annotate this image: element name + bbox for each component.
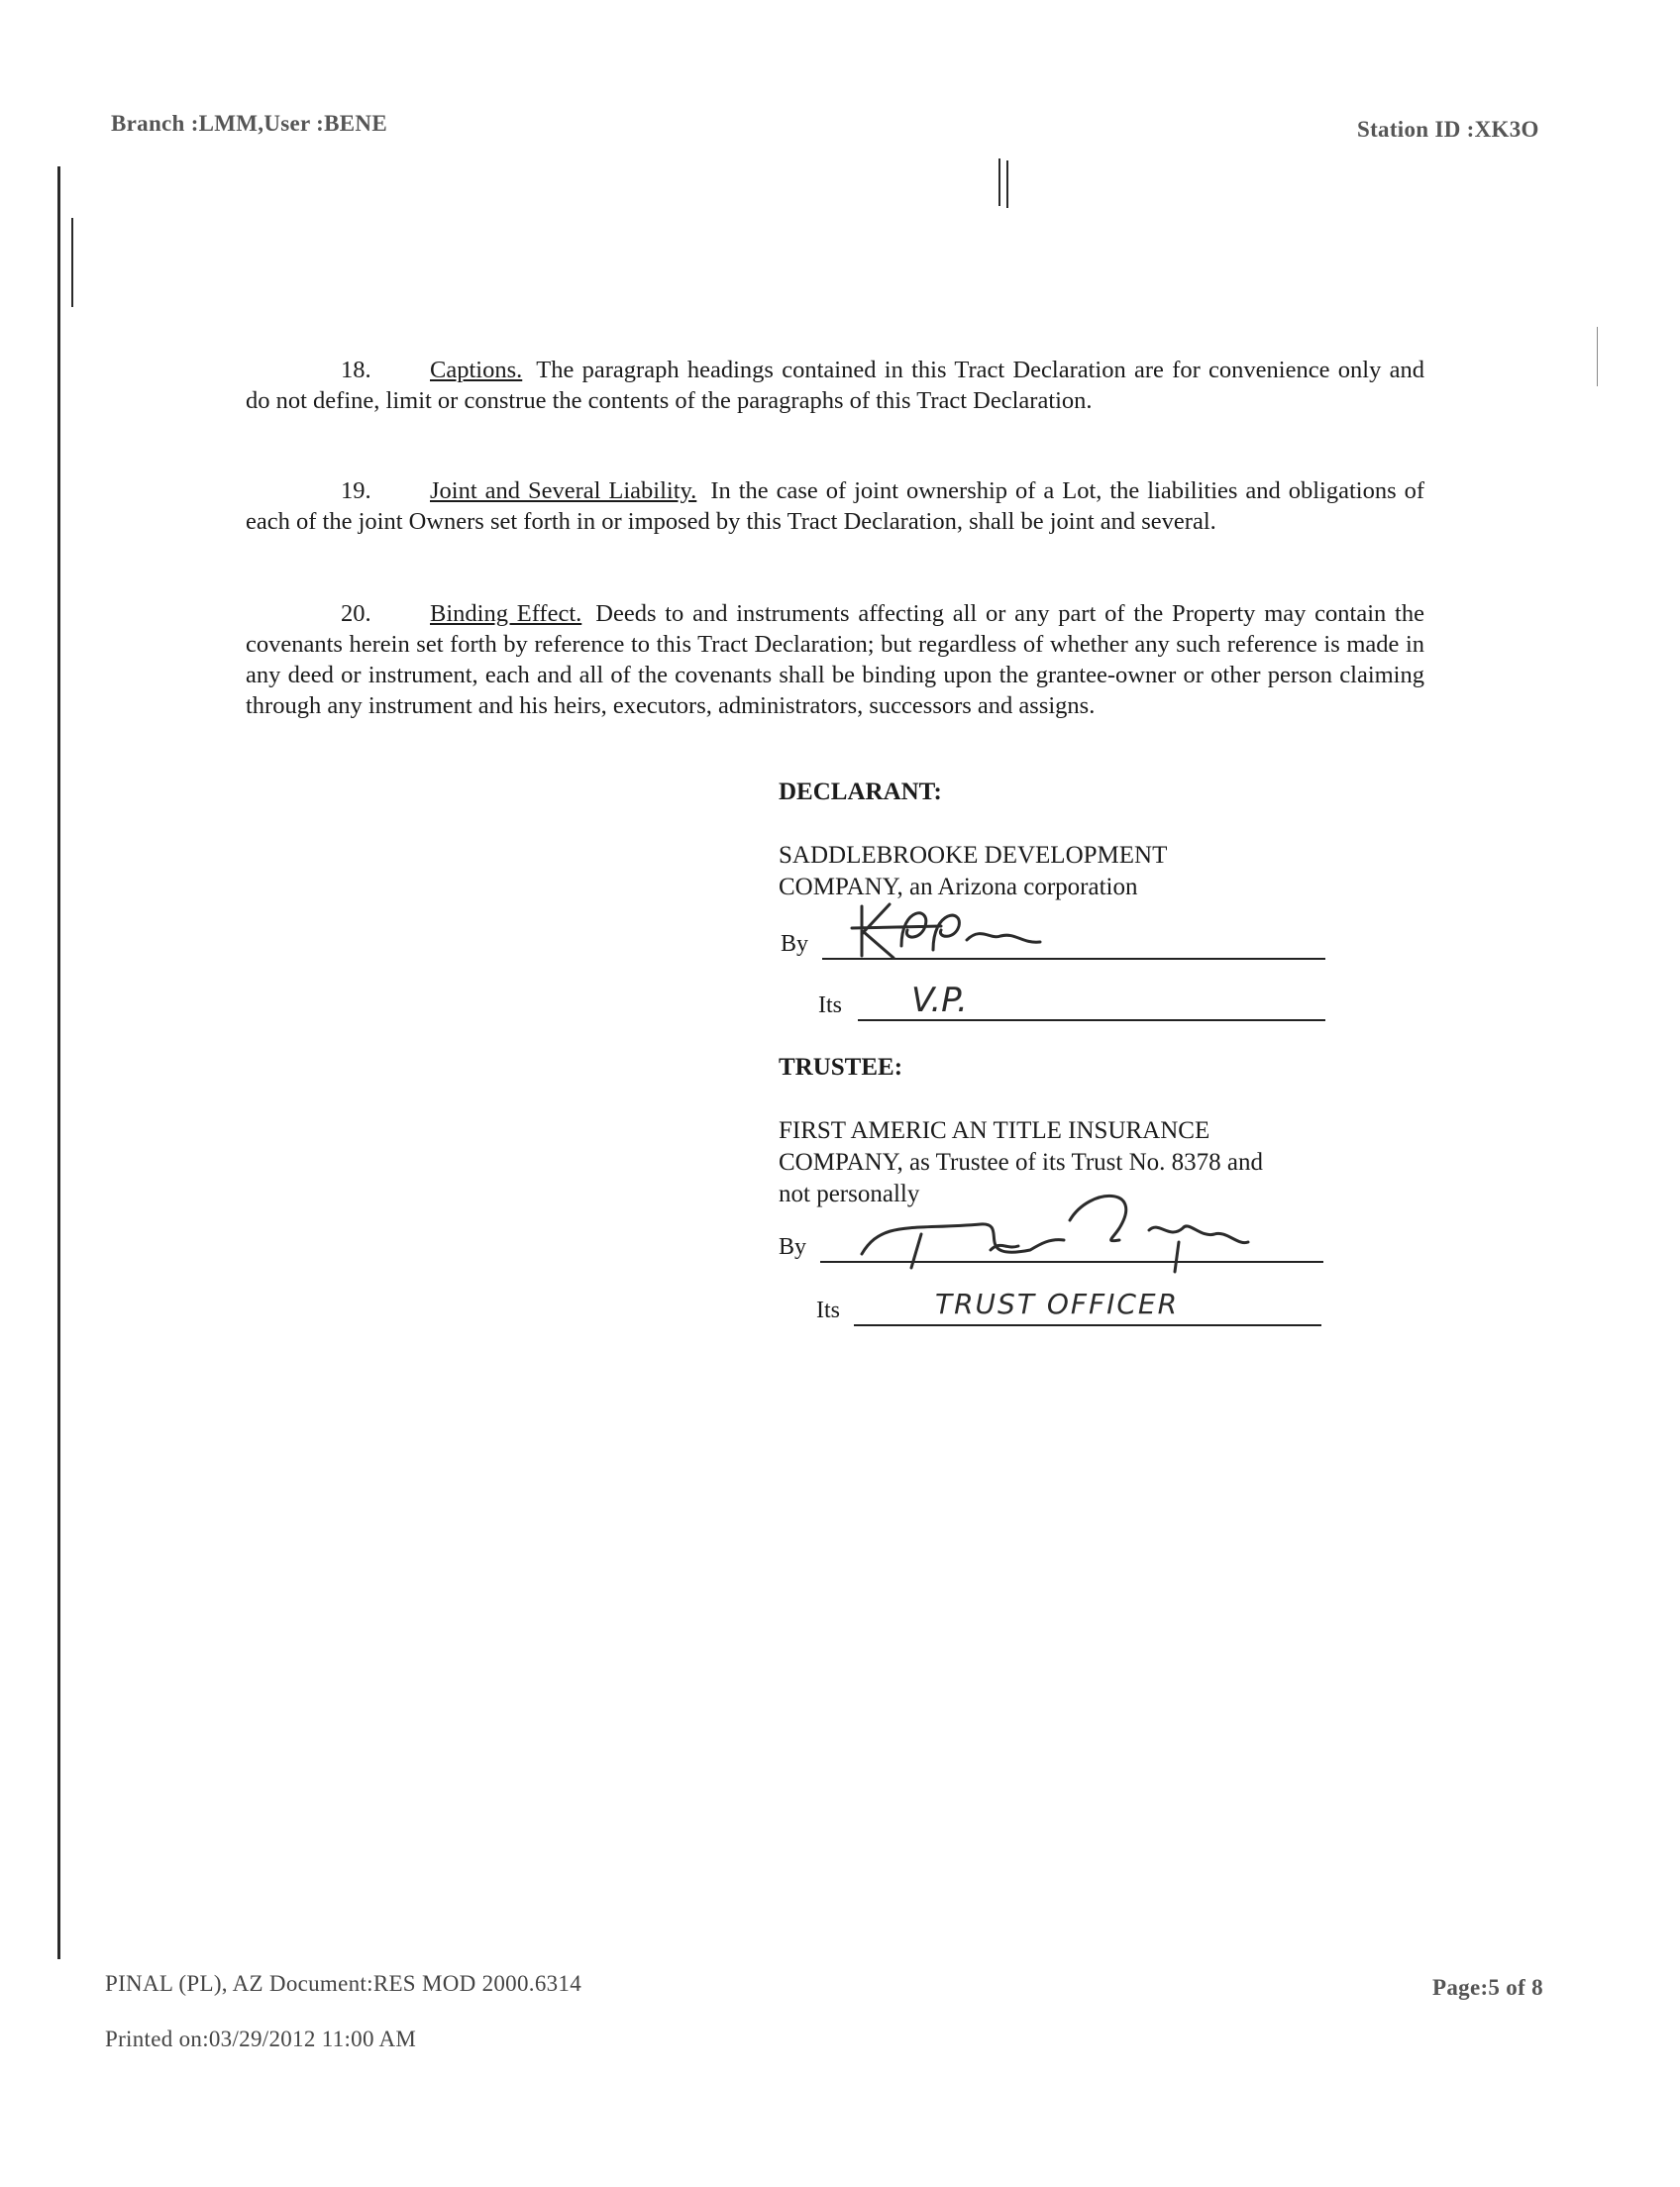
paragraph-19: [246, 475, 1424, 537]
paragraph-20: [246, 598, 1424, 721]
branch-user-header: Branch :LMM,User :BENE: [111, 111, 387, 136]
scan-edge-line-left: [57, 166, 60, 1959]
trustee-heading: TRUSTEE:: [779, 1054, 903, 1081]
scan-mark-top-2: [1006, 160, 1008, 208]
declarant-company-line1: SADDLEBROOKE DEVELOPMENT: [779, 842, 1168, 869]
scan-edge-line-right: [1597, 327, 1598, 386]
paragraph-text: Deeds to and instruments affecting all or any part of the Property may contain the covenants herein set forth by reference to this Tract Declaration; but regardless of whether any such reference is made in any deed or instrument, each and all of the covenants shall be binding upon the grantee-owner or other person claiming through any instrument and his heirs, executors, administrators, successors and assigns.: [246, 600, 1424, 719]
trustee-by-label: By: [779, 1234, 807, 1260]
trustee-its-label: Its: [816, 1298, 840, 1323]
declarant-signature: [842, 896, 1100, 966]
trustee-company-line1: FIRST AMERIC AN TITLE INSURANCE: [779, 1117, 1210, 1144]
paragraph-text: In the case of joint ownership of a Lot, the liabilities and obligations of each of the joint Owners set forth in or imposed by this Tract Declaration, shall be joint and several.: [246, 477, 1424, 535]
paragraph-text: The paragraph headings contained in this Tract Declaration are for convenience only and do not define, limit or construe the contents of the paragraphs of this Tract Declaration.: [246, 357, 1424, 414]
declarant-heading: DECLARANT:: [779, 779, 942, 805]
footer-page: Page:5 of 8: [1432, 1975, 1543, 2000]
scan-mark-top-1: [998, 158, 1000, 206]
scan-edge-line-left-short: [71, 218, 73, 307]
trustee-company-line3: not personally: [779, 1181, 920, 1207]
trustee-signature: [852, 1181, 1288, 1280]
footer-document: PINAL (PL), AZ Document:RES MOD 2000.6314: [105, 1971, 582, 1996]
paragraph-heading: Captions.: [430, 357, 523, 383]
footer-printed: Printed on:03/29/2012 11:00 AM: [105, 2027, 417, 2051]
paragraph-number: 18.: [341, 357, 371, 383]
paragraph-number: 19.: [341, 477, 371, 504]
paragraph-heading: Binding Effect.: [430, 600, 582, 627]
declarant-its-label: Its: [818, 992, 842, 1018]
declarant-its-value: V.P.: [911, 981, 968, 1020]
trustee-its-value: TRUST OFFICER: [935, 1288, 1180, 1320]
declarant-company-line2: COMPANY, an Arizona corporation: [779, 874, 1138, 900]
station-id-header: Station ID :XK3O: [1357, 117, 1539, 142]
declarant-by-label: By: [781, 931, 809, 957]
trustee-its-line: [854, 1324, 1321, 1326]
paragraph-number: 20.: [341, 600, 371, 627]
paragraph-heading: Joint and Several Liability.: [430, 477, 697, 504]
paragraph-18: [246, 355, 1424, 416]
trustee-company-line2: COMPANY, as Trustee of its Trust No. 8378 and: [779, 1149, 1264, 1176]
